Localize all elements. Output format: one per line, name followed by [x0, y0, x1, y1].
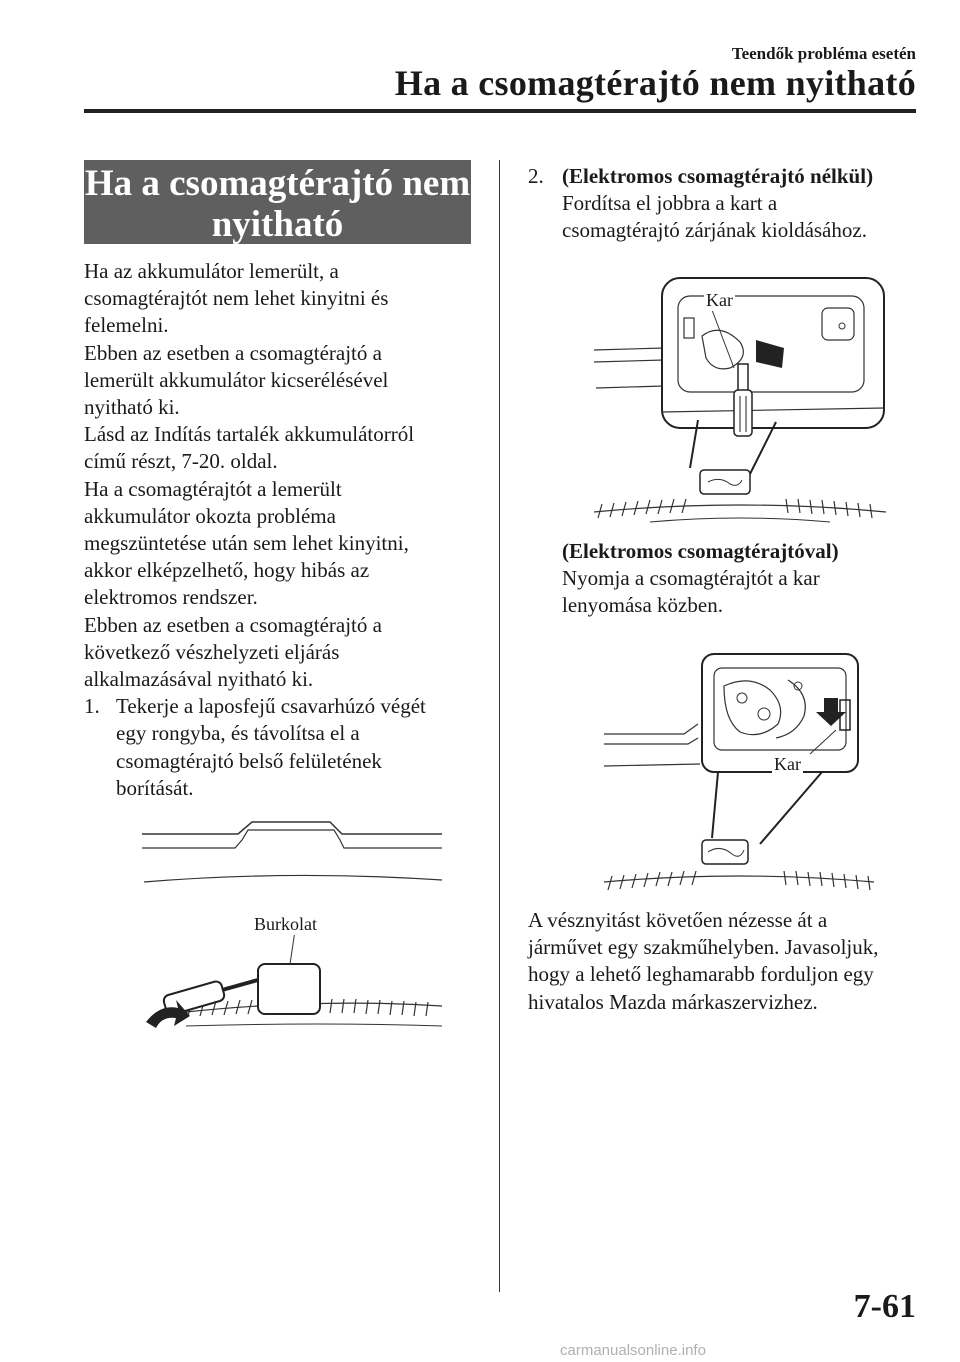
step-2-number: 2.: [528, 164, 544, 188]
figure-lever-power: [600, 650, 880, 896]
header-rule: [84, 109, 916, 113]
figure-remove-cover: [130, 812, 450, 1044]
step-2: [528, 163, 918, 245]
step-2-block: [528, 163, 918, 245]
figure-label-lever: Kar: [706, 290, 733, 310]
step-2-line: csomagtérajtó zárjának kioldásához.: [562, 218, 867, 243]
intro-line: akkumulátor okozta probléma: [84, 503, 336, 528]
page-number: 7-61: [853, 1288, 916, 1325]
intro-line: elektromos rendszer.: [84, 585, 258, 610]
intro-line: felemelni.: [84, 313, 169, 338]
step-2b: [528, 538, 918, 620]
intro-line: akkor elképzelhető, hogy hibás az: [84, 558, 370, 583]
intro-line: Lásd az Indítás tartalék akkumulátorról: [84, 422, 415, 447]
closing-line: hivatalos Mazda márkaszervizhez.: [528, 989, 818, 1014]
intro-line: lemerült akkumulátor kicserélésével: [84, 367, 389, 392]
intro-line: Ha a csomagtérajtót a lemerült: [84, 476, 342, 501]
lever-manual-illustration: [590, 272, 890, 528]
intro-line: alkalmazásával nyitható ki.: [84, 667, 314, 692]
closing-paragraph: [528, 907, 918, 1016]
step-1-line: egy rongyba, és távolítsa el a: [116, 721, 360, 746]
section-title-line-1: Ha a csomagtérajtó nem: [84, 163, 471, 204]
step-1-number: 1.: [84, 694, 100, 719]
step-2-line: Fordítsa el jobbra a kart a: [562, 191, 778, 216]
intro-line: Ebben az esetben a csomagtérajtó a: [84, 612, 382, 637]
figure-label-lever-power: Kar: [774, 754, 801, 774]
step-1-line: borítását.: [116, 775, 194, 800]
closing-line: járművet egy szakműhelyben. Javasoljuk,: [528, 935, 879, 960]
footer-watermark: carmanualsonline.info: [560, 1342, 706, 1359]
closing-line: hogy a lehető leghamarabb forduljon egy: [528, 962, 874, 987]
step-1-line: Tekerje a laposfejű csavarhúzó végét: [116, 694, 426, 719]
step-2b-line: Nyomja a csomagtérajtót a kar: [562, 566, 820, 591]
step-2-heading: (Elektromos csomagtérajtó nélkül): [562, 164, 874, 188]
intro-line: Ha az akkumulátor lemerült, a: [84, 259, 339, 283]
intro-line: megszüntetése után sem lehet kinyitni,: [84, 531, 409, 556]
intro-line: csomagtérajtót nem lehet kinyitni és: [84, 286, 389, 311]
figure-label-cover: Burkolat: [254, 914, 317, 934]
intro-line: Ebben az esetben a csomagtérajtó a: [84, 340, 382, 365]
lever-power-illustration: [600, 650, 880, 896]
column-divider: [499, 160, 500, 1292]
intro-line: következő vészhelyzeti eljárás: [84, 639, 340, 664]
step-1-line: csomagtérajtó belső felületének: [116, 748, 382, 773]
section-title-box: [84, 160, 471, 244]
step-1: [84, 693, 484, 802]
page-header-title: Ha a csomagtérajtó nem nyitható: [394, 63, 916, 103]
closing-line: A vésznyitást követően nézesse át a: [528, 908, 828, 932]
left-column: [84, 258, 484, 802]
step-2b-line: lenyomása közben.: [562, 593, 723, 618]
step-2b-heading: (Elektromos csomagtérajtóval): [562, 539, 839, 563]
section-header: Teendők probléma esetén: [731, 44, 916, 63]
intro-line: nyitható ki.: [84, 395, 180, 420]
figure-lever-manual: [590, 272, 890, 528]
section-title-line-2: nyitható: [211, 204, 344, 245]
intro-line: című részt, 7-20. oldal.: [84, 449, 278, 474]
step-2b-block: [528, 538, 918, 620]
